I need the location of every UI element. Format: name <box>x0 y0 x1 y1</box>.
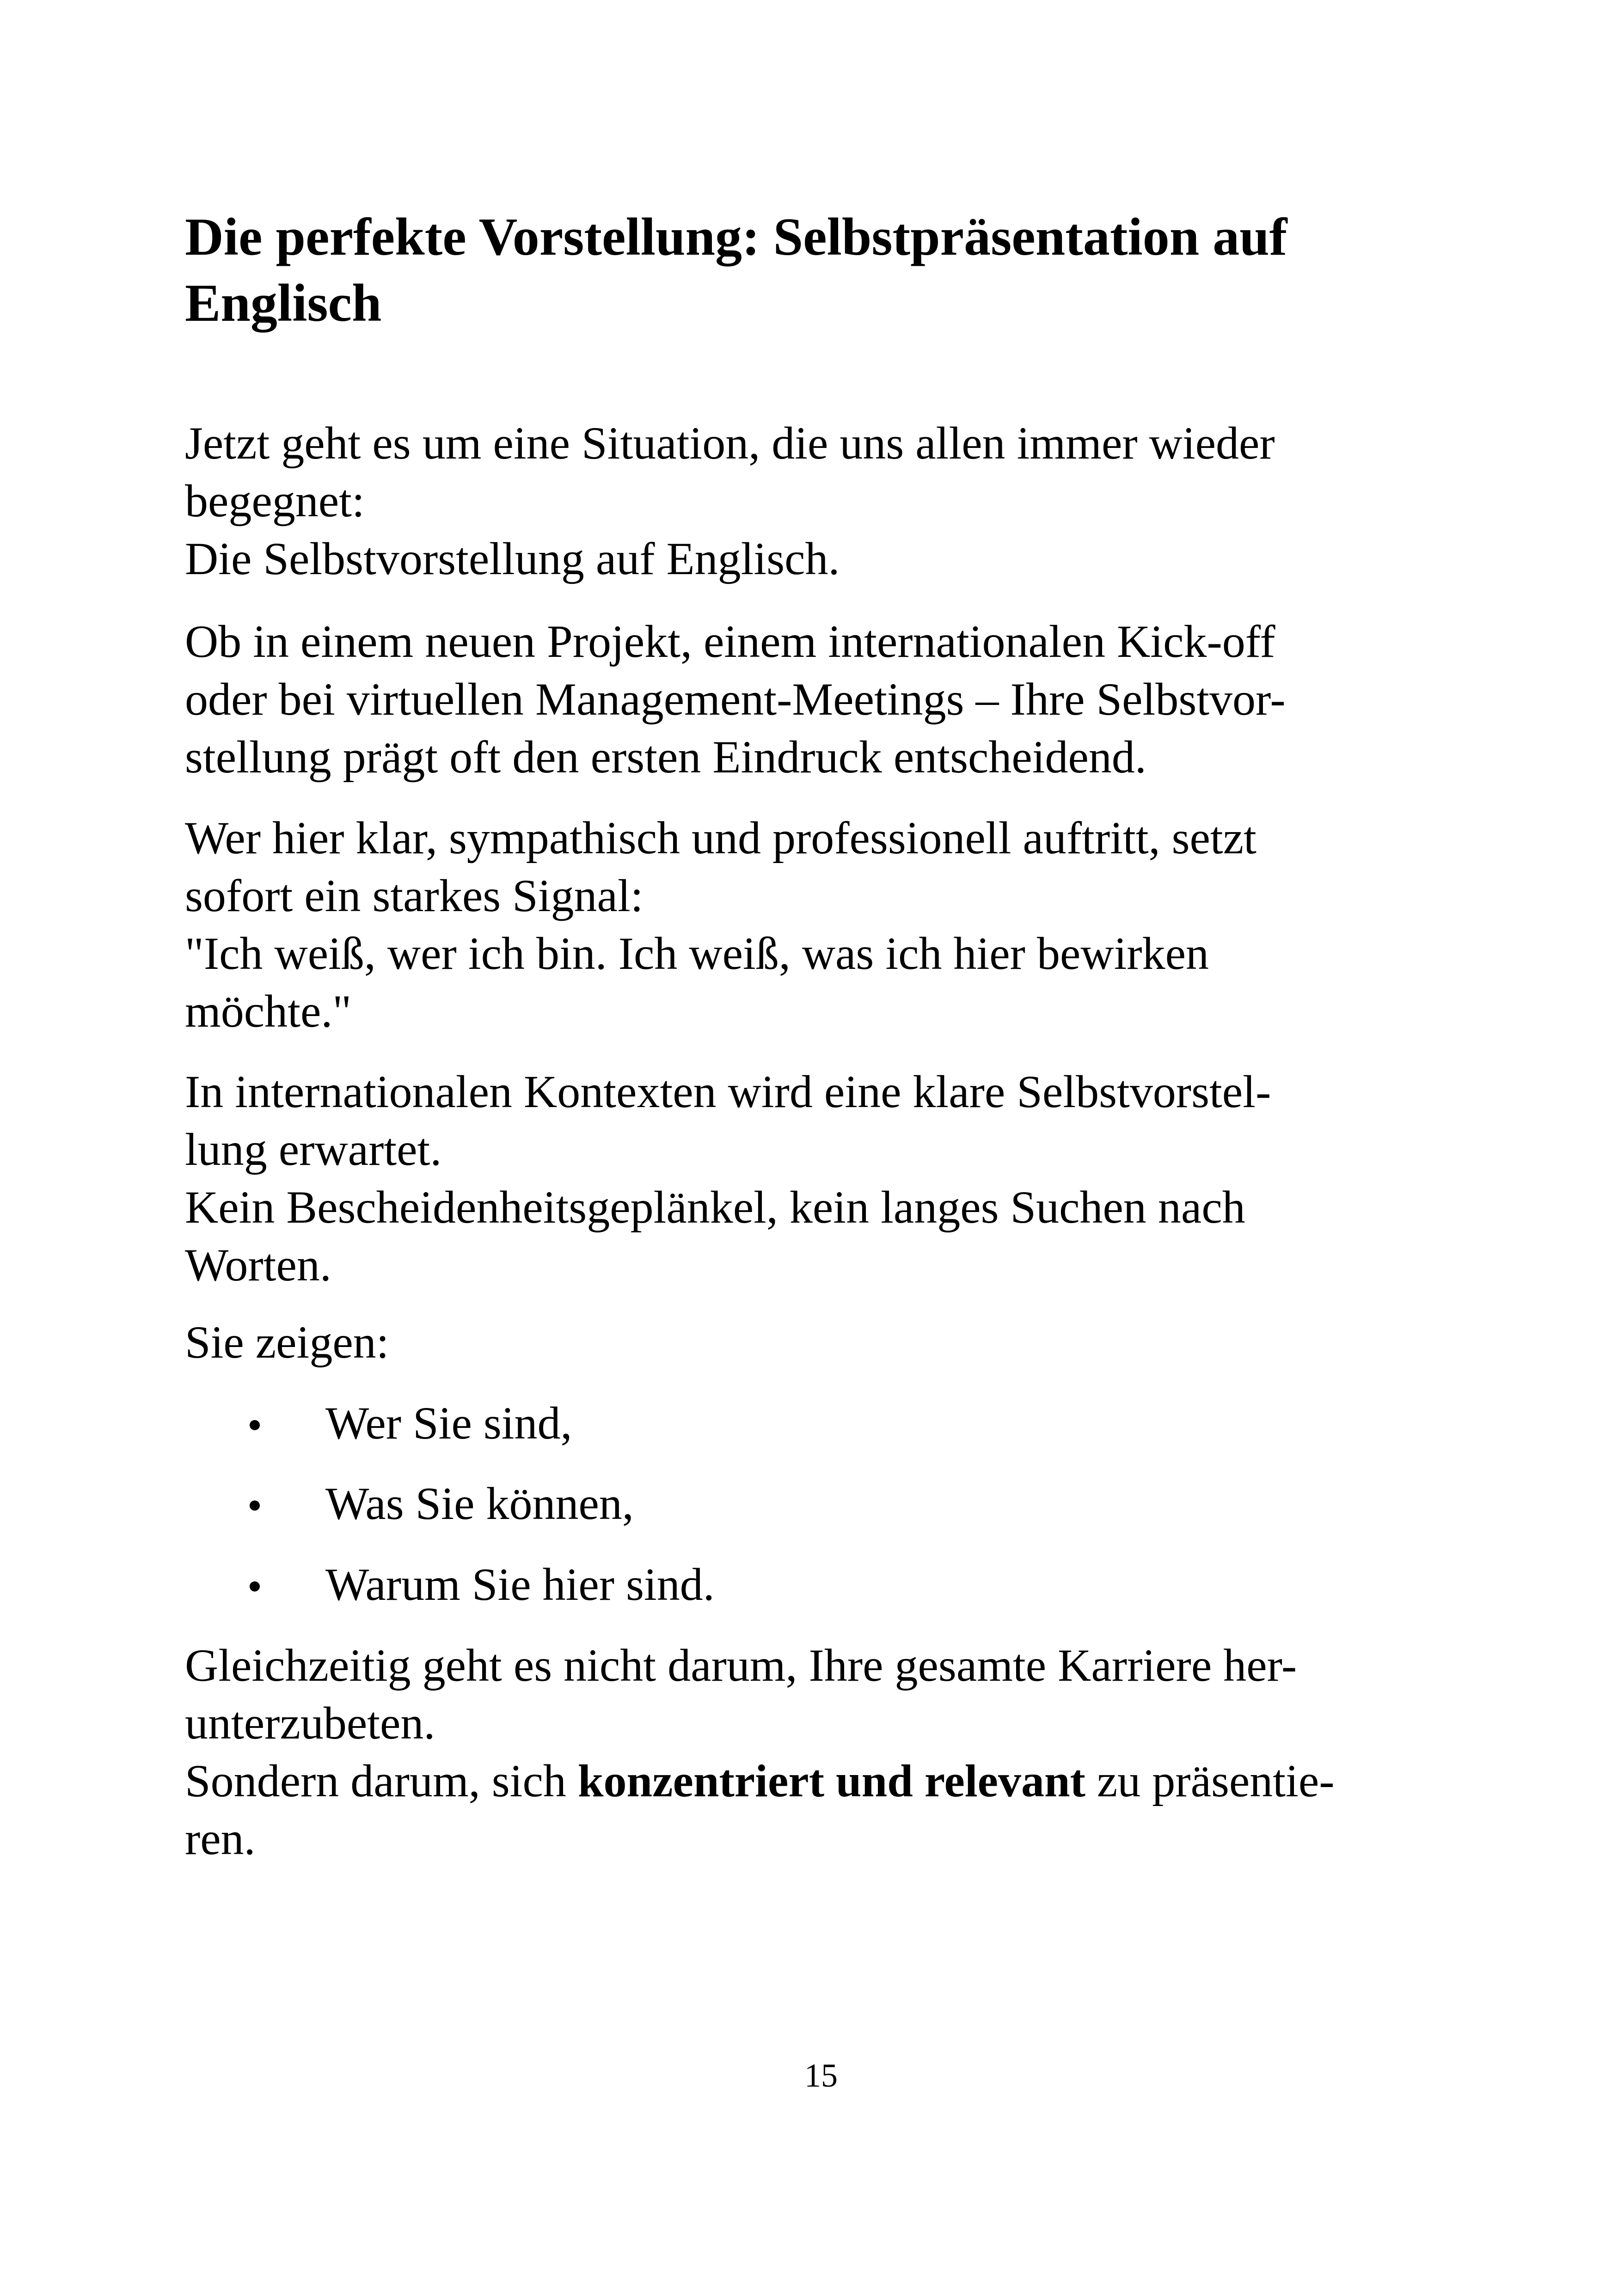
bullet-dot-icon <box>250 1581 260 1592</box>
text-line: lung erwartet. <box>185 1124 442 1175</box>
bullet-text: Warum Sie hier sind. <box>325 1559 715 1610</box>
bullet-dot-icon <box>250 1500 260 1511</box>
text-line: ren. <box>185 1813 256 1864</box>
text-line: oder bei virtuellen Management-Meetings – Ihre Selbstvor- <box>185 673 1286 725</box>
bold-emphasis: konzentriert und relevant <box>577 1755 1085 1806</box>
bullet-text: Wer Sie sind, <box>325 1397 572 1449</box>
text-line: "Ich weiß, wer ich bin. Ich weiß, was ich hier bewirken <box>185 928 1209 979</box>
paragraph-closing <box>185 1636 1335 1867</box>
title-line: Die perfekte Vorstellung: Selbstpräsentation auf <box>185 208 1287 267</box>
text-line: Die Selbstvorstellung auf Englisch. <box>185 533 840 584</box>
text-line: Worten. <box>185 1239 331 1291</box>
text-line: Wer hier klar, sympathisch und professionell auftritt, setzt <box>185 812 1256 863</box>
bullet-item <box>250 1555 715 1613</box>
paragraph-context <box>185 612 1286 786</box>
text-line: In internationalen Kontexten wird eine klare Selbstvorstel- <box>185 1066 1271 1117</box>
text-segment: Sondern darum, sich <box>185 1755 578 1806</box>
text-line: Kein Bescheidenheitsgeplänkel, kein langes Suchen nach <box>185 1182 1245 1233</box>
text-line: möchte." <box>185 986 352 1037</box>
bullet-item <box>250 1394 572 1452</box>
text-line: Sie zeigen: <box>185 1316 389 1368</box>
text-line <box>185 1752 1335 1810</box>
text-line: sofort ein starkes Signal: <box>185 870 644 921</box>
bullet-item <box>250 1475 634 1532</box>
paragraph-international <box>185 1063 1271 1294</box>
bullet-dot-icon <box>250 1420 260 1430</box>
text-line: begegnet: <box>185 475 365 527</box>
title-line: Englisch <box>185 274 382 333</box>
paragraph-show <box>185 1313 389 1371</box>
text-line: Gleichzeitig geht es nicht darum, Ihre gesamte Karriere her- <box>185 1640 1297 1691</box>
text-line: stellung prägt oft den ersten Eindruck entscheidend. <box>185 731 1146 783</box>
paragraph-intro <box>185 414 1275 588</box>
bullet-text: Was Sie können, <box>325 1478 634 1529</box>
text-line: Jetzt geht es um eine Situation, die uns allen immer wieder <box>185 417 1275 469</box>
text-line: Ob in einem neuen Projekt, einem internationalen Kick-off <box>185 616 1275 667</box>
page-number: 15 <box>804 2057 838 2094</box>
paragraph-signal <box>185 809 1256 1040</box>
text-line: unterzubeten. <box>185 1697 435 1749</box>
page-title <box>185 204 1287 337</box>
text-segment: zu präsentie- <box>1085 1755 1335 1806</box>
